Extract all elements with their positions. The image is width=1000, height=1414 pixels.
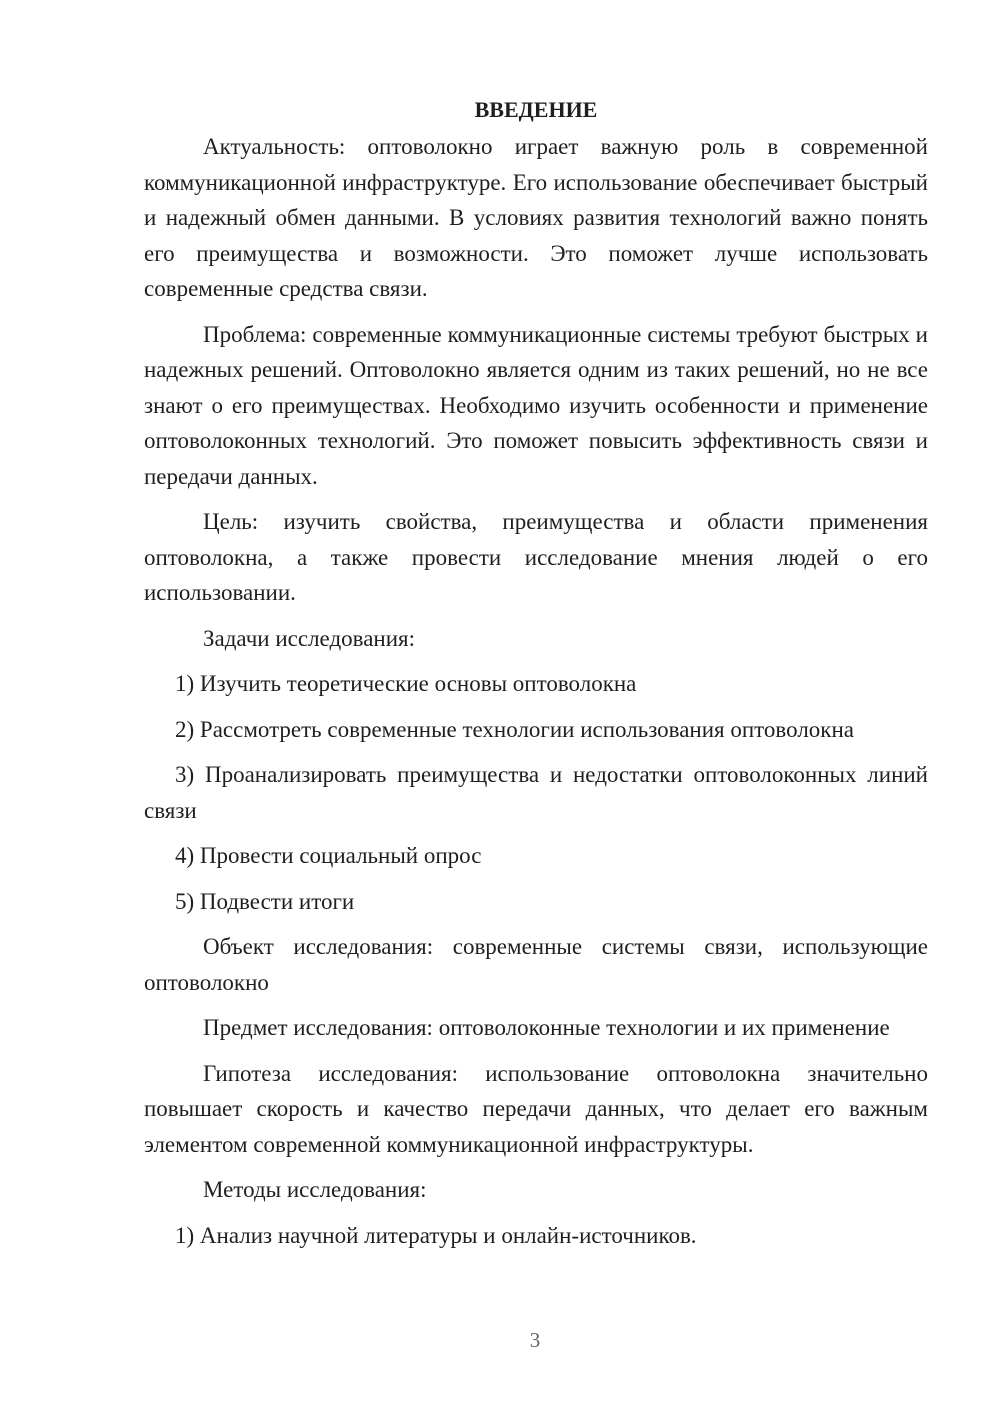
paragraph-goal: Цель: изучить свойства, преимущества и области применения оптоволокна, а также провести исследование мнения людей о его использовании.	[144, 509, 928, 605]
method-item-1: 1) Анализ научной литературы и онлайн-источников.	[175, 1222, 697, 1248]
methods-heading: Методы исследования:	[203, 1177, 427, 1202]
section-heading: ВВЕДЕНИЕ	[474, 97, 598, 122]
task-item-1: 1) Изучить теоретические основы оптоволокна	[175, 671, 637, 696]
task-item-3: 3) Проанализировать преимущества и недостатки оптоволоконных линий связи	[144, 762, 928, 823]
tasks-heading: Задачи исследования:	[203, 625, 416, 651]
task-item-2: 2) Рассмотреть современные технологии использования оптоволокна	[175, 716, 854, 742]
page-number: 3	[529, 1328, 541, 1352]
task-item-4: 4) Провести социальный опрос	[175, 843, 482, 868]
paragraph-hypothesis: Гипотеза исследования: использование оптоволокна значительно повышает скорость и качество передачи данных, что делает его важным элементом современной коммуникационной инфраструктуры.	[144, 1060, 928, 1157]
task-item-5: 5) Подвести итоги	[175, 888, 355, 914]
paragraph-object: Объект исследования: современные системы связи, использующие оптоволокно	[144, 934, 928, 995]
document-body	[144, 92, 928, 1263]
paragraph-problem: Проблема: современные коммуникационные системы требуют быстрых и надежных решений. Оптоволокно является одним из таких решений, но не все знают о его преимуществах. Необходимо изучить особенности и применение оптоволоконных технологий. Это поможет повысить эффективность связи и передачи данных.	[144, 321, 928, 489]
paragraph-subject: Предмет исследования: оптоволоконные технологии и их применение	[203, 1015, 890, 1040]
paragraph-relevance: Актуальность: оптоволокно играет важную роль в современной коммуникационной инфраструктуре. Его использование обеспечивает быстрый и надежный обмен данными. В условиях развития технологий важно понять его преимущества и возможности. Это поможет лучше использовать современные средства связи.	[144, 134, 928, 301]
